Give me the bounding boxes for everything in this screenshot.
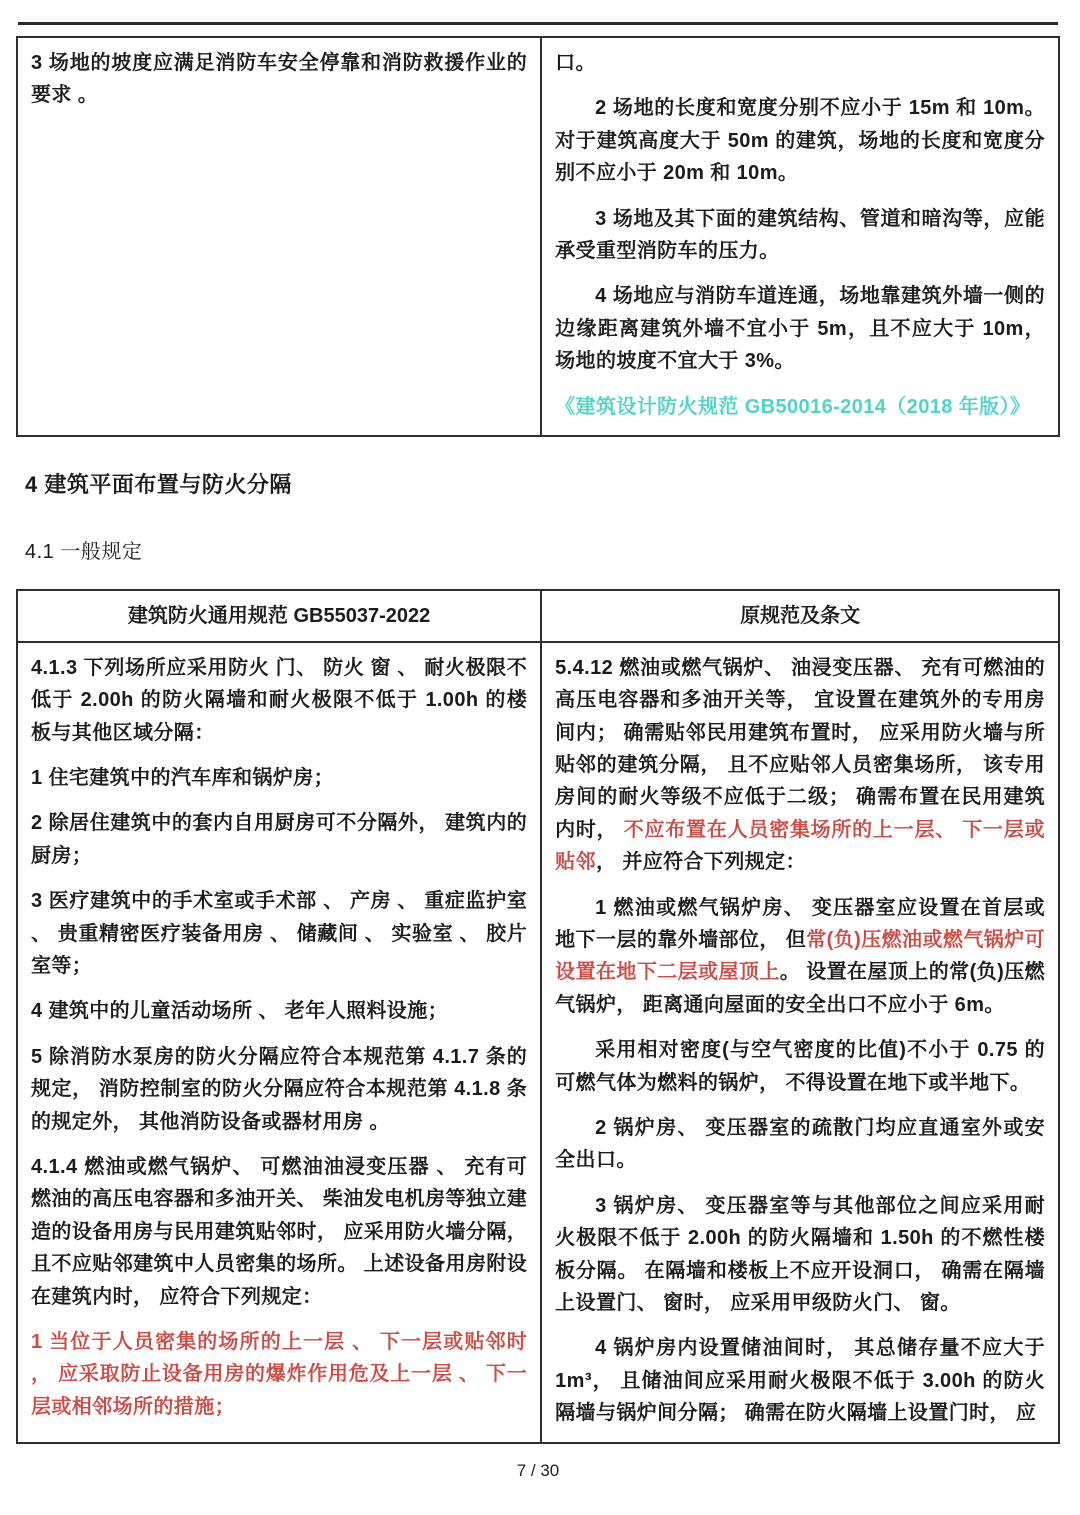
text-run: 4 锅炉房内设置储油间时， 其总储存量不应大于 1m³， 且储油间应采用耐火极限不低于 3.00h 的防火隔墙与锅炉间分隔； 确需在防火隔墙上设置门时， 应 — [555, 1337, 1045, 1425]
top-horizontal-rule — [18, 22, 1058, 25]
paragraph — [31, 1151, 527, 1313]
text-run: 5.4.12 燃油或燃气锅炉、 油浸变压器、 充有可燃油的高压电容器和多油开关等， 宜设置在建筑外的专用房间内； 确需贴邻民用建筑布置时， 应采用防火墙与所贴邻的建筑分隔， 且不应贴邻人员密集场所， 该专用房间的耐火等级不应低于二级； 确需布置在民用建筑内时， — [555, 656, 1045, 841]
paragraph — [31, 652, 527, 749]
text-run: 2 除居住建筑中的套内自用厨房可不分隔外， 建筑内的厨房； — [31, 812, 528, 867]
highlighted-text-run: 不应布置在人员密集场所的上一层、 下一层或贴邻 — [555, 818, 1045, 874]
paragraph — [31, 1041, 527, 1138]
text-run: 3 医疗建筑中的手术室或手术部 、 产房 、 重症监护室 、 贵重精密医疗装备用房 、 储藏间 、 实验室 、 胶片室等； — [31, 890, 528, 978]
text-run: 。 设置在屋顶上的常(负)压燃气锅炉， 距离通向屋面的安全出口不应小于 6m。 — [555, 961, 1045, 1016]
paragraph — [555, 1332, 1045, 1429]
highlighted-paragraph — [31, 1326, 527, 1423]
text-run: 1 住宅建筑中的汽车库和锅炉房； — [31, 767, 335, 790]
text-run: 4.1.3 下列场所应采用防火 门、 防火 窗 、 耐火极限不低于 2.00h 的防火隔墙和耐火极限不低于 1.00h 的楼板与其他区域分隔： — [31, 656, 528, 744]
table-continuation — [16, 36, 1060, 437]
text-run: 3 场地及其下面的建筑结构、管道和暗沟等，应能承受重型消防车的压力。 — [555, 207, 1045, 262]
text-run: 口。 — [555, 52, 596, 74]
column-header-new-code: 建筑防火通用规范 GB55037-2022 — [18, 591, 542, 641]
paragraph — [31, 47, 527, 112]
paragraph — [31, 885, 527, 982]
original-code-cell — [542, 643, 1058, 1442]
text-run: 2 场地的长度和宽度分别不应小于 15m 和 10m。对于建筑高度大于 50m 的建筑，场地的长度和宽度分别不应小于 20m 和 10m。 — [555, 97, 1045, 185]
text-run: 2 锅炉房、 变压器室的疏散门均应直通室外或安全出口。 — [555, 1116, 1045, 1172]
comparison-table — [16, 589, 1060, 1444]
paragraph — [555, 1034, 1045, 1099]
text-run: 4.1.4 燃油或燃气锅炉、 可燃油油浸变压器 、 充有可燃油的高压电容器和多油开关、 柴油发电机房等独立建造的设备用房与民用建筑贴邻时， 应采用防火墙分隔， 且不应贴邻建筑中人员密集的场所。 上述设备用房附设在建筑内时， 应符合下列规定： — [31, 1155, 528, 1308]
text-run: 1 当位于人员密集的场所的上一层 、 下一层或贴邻时 ， 应采取防止设备用房的爆炸作用危及上一层 、 下一层或相邻场所的措施； — [31, 1330, 528, 1418]
comparison-table-header-row — [18, 591, 1058, 643]
highlighted-text-run: 常(负)压燃油或燃气锅炉可设置在地下二层或屋顶上 — [555, 929, 1045, 984]
text-run: 4 场地应与消防车道连通，场地靠建筑外墙一侧的边缘距离建筑外墙不宜小于 5m，且不应大于 10m，场地的坡度不宜大于 3%。 — [555, 285, 1045, 373]
subsection-heading: 4.1 一般规定 — [25, 540, 143, 563]
text-run: 《建筑设计防火规范 GB50016-2014（2018 年版）》 — [555, 395, 1031, 418]
text-run: 3 场地的坡度应满足消防车安全停靠和消防救援作业的要求 。 — [31, 52, 528, 107]
paragraph — [555, 1112, 1045, 1177]
paragraph — [555, 92, 1045, 189]
paragraph — [31, 807, 527, 872]
paragraph — [555, 652, 1045, 879]
section-heading: 4 建筑平面布置与防火分隔 — [25, 471, 292, 497]
text-run: 采用相对密度(与空气密度的比值)不小于 0.75 的可燃气体为燃料的锅炉， 不得设置在地下或半地下。 — [555, 1039, 1045, 1094]
footer-page-number: 7 / 30 — [516, 1460, 560, 1480]
text-run: 3 锅炉房、 变压器室等与其他部位之间应采用耐火极限不低于 2.00h 的防火隔墙和 1.50h 的不燃性楼板分隔。 在隔墙和楼板上不应开设洞口， 确需在隔墙上设置门、 窗时， 应采用甲级防火门、 窗。 — [555, 1194, 1045, 1314]
paragraph — [555, 1190, 1045, 1320]
text-run: 4 建筑中的儿童活动场所 、 老年人照料设施； — [31, 1000, 448, 1023]
new-code-cell — [18, 643, 542, 1442]
paragraph — [555, 280, 1045, 377]
table-continuation-left-cell — [18, 38, 542, 435]
paragraph — [555, 203, 1045, 268]
table-continuation-right-cell — [542, 38, 1058, 435]
text-run: ， 并应符合下列规定： — [595, 851, 806, 874]
paragraph — [31, 995, 527, 1027]
text-run: 1 燃油或燃气锅炉房、 变压器室应设置在首层或地下一层的靠外墙部位， 但 — [555, 896, 1045, 952]
paragraph — [555, 892, 1045, 1022]
column-header-original-code: 原规范及条文 — [740, 604, 861, 627]
comparison-table-body-row — [18, 643, 1058, 1442]
paragraph — [555, 47, 1045, 79]
text-run: 5 除消防水泵房的防火分隔应符合本规范第 4.1.7 条的规定， 消防控制室的防火分隔应符合本规范第 4.1.8 条的规定外， 其他消防设备或器材用房 。 — [31, 1045, 528, 1133]
paragraph — [31, 762, 527, 794]
link-gb50016-2014[interactable] — [555, 391, 1045, 423]
